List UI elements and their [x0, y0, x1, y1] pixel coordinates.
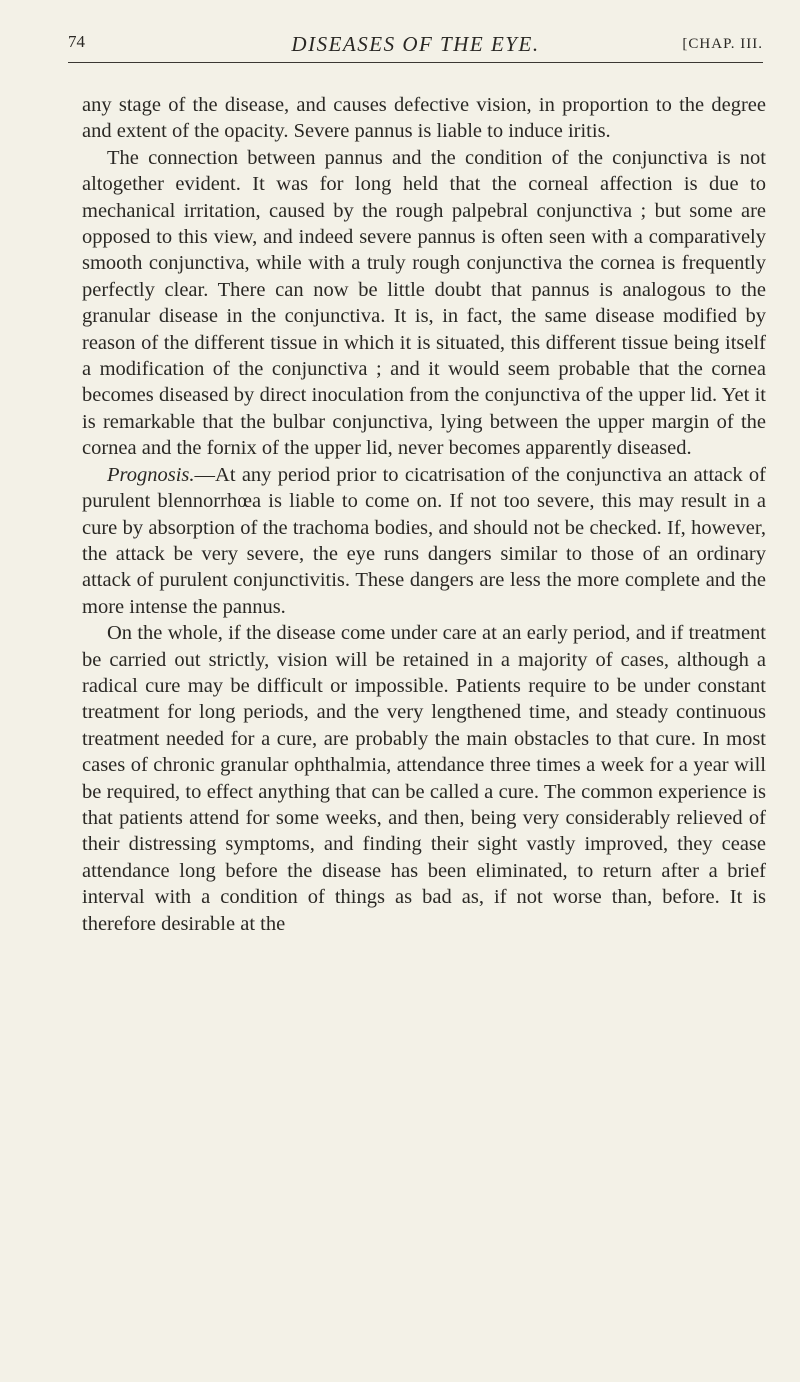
page-number: 74	[68, 32, 85, 51]
running-title: DISEASES OF THE EYE.	[291, 32, 540, 56]
running-head	[68, 32, 763, 63]
section-heading-prognosis: Prognosis.	[107, 463, 195, 486]
body-text	[82, 92, 766, 937]
chapter-mark: [CHAP. III.	[682, 36, 763, 52]
paragraph-continuation: any stage of the disease, and causes defective vision, in proportion to the degree and extent of the opacity. Severe pannus is liable to induce iritis.	[82, 94, 766, 143]
paragraph-treatment-outcome: On the whole, if the disease come under care at an early period, and if treatment be carried out strictly, vision will be retained in a majority of cases, although a radical cure may be difficult or impossible. Patients require to be under constant treatment for long periods, and the very lengthened time, and steady continuous treatment needed for a cure, are probably the main obstacles to that cure. In most cases of chronic granular ophthalmia, attendance three times a week for a year will be required, to effect anything that can be called a cure. The common experience is that patients attend for some weeks, and then, being very considerably relieved of their distressing symptoms, and finding their sight vastly improved, they cease attendance long before the disease has been eliminated, to return after a brief interval with a condition of things as bad as, if not worse than, before. It is therefore desirable at the	[82, 622, 766, 935]
paragraph-prognosis-text: —At any period prior to cicatrisation of the conjunctiva an attack of purulent blennorrhœa is liable to come on. If not too severe, this may result in a cure by absorption of the trachoma bodies, and should not be checked. If, however, the attack be very severe, the eye runs dangers similar to those of an ordinary attack of purulent conjunctivitis. These dangers are less the more complete and the more intense the pannus.	[82, 463, 766, 618]
paragraph-prognosis	[82, 462, 766, 620]
paragraph-pannus-connection: The connection between pannus and the condition of the conjunctiva is not altogether evident. It was for long held that the corneal affection is due to mechanical irritation, caused by the rough palpebral conjunctiva ; but some are opposed to this view, and indeed severe pannus is often seen with a comparatively smooth conjunctiva, while with a truly rough conjunctiva the cornea is frequently perfectly clear. There can now be little doubt that pannus is analogous to the granular disease in the conjunctiva. It is, in fact, the same disease modified by reason of the different tissue in which it is situated, this different tissue being itself a modification of the conjunctiva ; and it would seem probable that the cornea becomes diseased by direct inoculation from the conjunctiva of the upper lid. Yet it is remarkable that the bulbar conjunctiva, lying between the upper margin of the cornea and the fornix of the upper lid, never becomes apparently diseased.	[82, 146, 766, 460]
